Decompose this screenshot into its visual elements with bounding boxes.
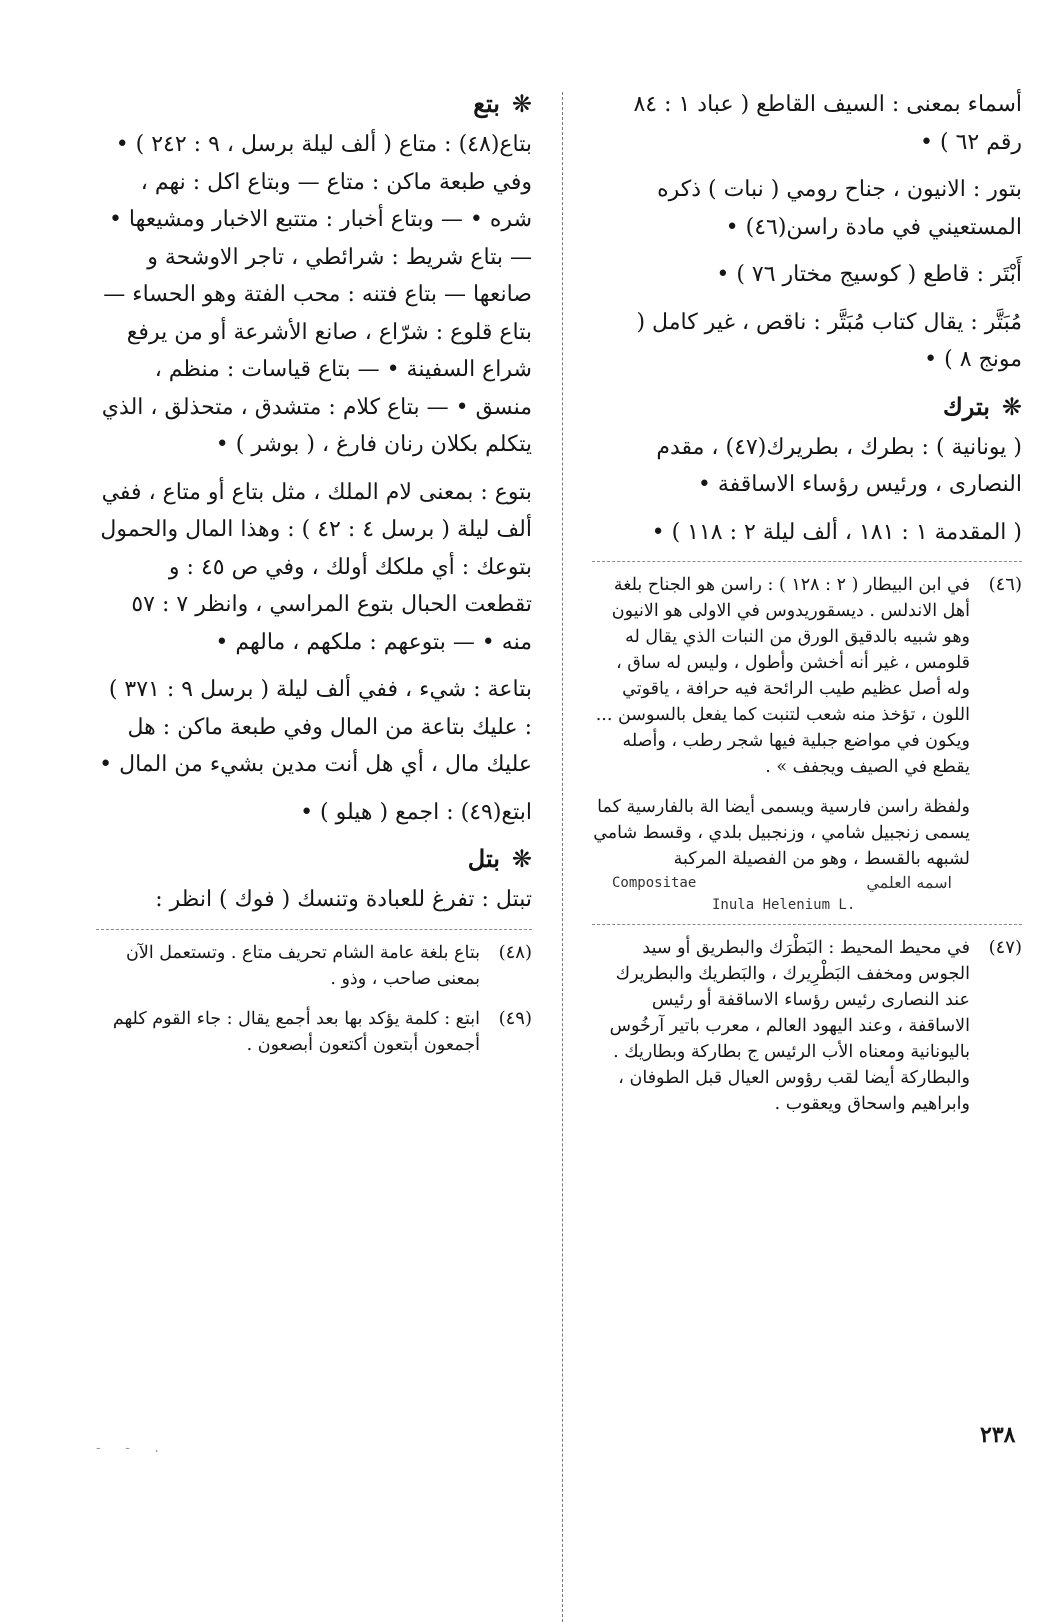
entry-text: بتوع : بمعنى لام الملك ، مثل بتاع أو متاع ، ففي ألف ليلة ( برسل ٤ : ٤٢ ) : وهذا المال والحمول بتوعك : أي ملكك أولك ، وفي ص ٤٥ : و تقطعت الحبال بتوع المراسي ، وانظر ٧ : ٥٧ منه • — بتوعهم : ملكهم ، مالهم • — [100, 479, 532, 655]
entry-text: أَبْتَر : قاطع ( كوسيج مختار ٧٦ ) • — [716, 262, 1022, 287]
entry-text: أسماء بمعنى : السيف القاطع ( عباد ١ : ٨٤ رقم ٦٢ ) • — [633, 92, 1022, 155]
entry-text: بتاعة : شيء ، ففي ألف ليلة ( برسل ٩ : ٣٧١ ) : عليك بتاعة من المال وفي طبعة ماكن : هل عليك مال ، أي هل أنت مدين بشيء من المال • — [99, 677, 532, 777]
entry-text: بتاع(٤٨) : متاع ( ألف ليلة برسل ، ٩ : ٢٤٢ ) • وفي طبعة ماكن : متاع — وبتاع اكل : نهم ، شره • — وبتاع أخبار : متتبع الاخبار ومشيعها • — بتاع شريط : شرائطي ، تاجر الاوشحة و صانعها — بتاع فتنه : محب الفتة وهو الحساء — بتاع قلوع : شرّاع ، صانع الأشرعة أو من يرفع شراع السفينة • — بتاع قياسات : منظم ، منسق • — بتاع كلام : متشدق ، متحذلق ، الذي يتكلم بكلان رنان فارغ ، ( بوشر ) • — [101, 132, 532, 457]
column-divider — [562, 92, 563, 1622]
entry-text: ( المقدمة ١ : ١٨١ ، ألف ليلة ٢ : ١١٨ ) • — [651, 519, 1022, 545]
section-heading-text: بترك — [942, 391, 990, 421]
footnote — [592, 935, 1022, 1117]
page-number: ٢٣٨ — [980, 1422, 1016, 1448]
left-column — [96, 86, 532, 1072]
footnote — [96, 940, 532, 992]
latin-family: Compositae — [612, 875, 697, 891]
footnote — [96, 1006, 532, 1058]
footnote-text: ولفظة راسن فارسية ويسمى أيضا الة بالفارسية كما يسمى زنجبيل شامي ، وزنجبيل بلدي ، وقسط شامي لشبهه بالقسط ، وهو من الفصيلة المركبة — [593, 797, 970, 869]
footnote — [592, 572, 1022, 780]
entry-text: ( يونانية ) : بطرك ، بطريرك(٤٧) ، مقدم النصارى ، ورئيس رؤساء الاساقفة • — [656, 434, 1022, 497]
scan-mark: - - . — [96, 1440, 169, 1456]
footnote-text: في محيط المحيط : البَطْرَك والبطريق أو سيد الجوس ومخفف البَطْرِيرك ، والبَطريك والبطريرك عند النصارى رئيس رؤساء الاساقفة أو رئيس الاساقفة ، وعند اليهود العالم ، معرب باتير آرخُوس باليونانية ومعناه الأب الرئيس ج بطاركة وبطاريك . والبطاركة أيضا لقب رؤوس العيال قبل الطوفان ، وابراهيم واسحاق ويعقوب . — [609, 938, 970, 1114]
section-heading-text: بتل — [467, 844, 500, 873]
footnote-separator — [96, 929, 532, 930]
footnote-text: في ابن البيطار ( ٢ : ١٢٨ ) : راسن هو الجناح بلغة أهل الاندلس . ديسقوريدوس في الاولى هو الانيون وهو شبيه بالدقيق الورق من النبات الذي يقال له قلومس ، غير أنه أخشن وأطول ، وليس له ساق ، وله أصل عظيم طيب الرائحة فيه حرافة ، ياقوتي اللون ، تؤخذ منه شعب لتنبت كما يفعل بالسوسن ... ويكون في مواضع جبلية فيها شجر رطب ، وأصله يقطع في الصيف ويجفف » . — [595, 575, 970, 777]
asterisk-icon: ❋ — [1001, 392, 1022, 421]
footnote-separator — [592, 561, 1022, 562]
section-heading — [96, 841, 532, 877]
section-heading — [592, 389, 1022, 425]
entry-text: مُبَتَّر : يقال كتاب مُبَتَّر : ناقص ، غير كامل ( مونج ٨ ) • — [636, 309, 1022, 372]
footnote-separator — [592, 924, 1022, 925]
footnote-text: ابتع : كلمة يؤكد بها بعد أجمع يقال : جاء القوم كلهم أجمعون أبتعون أكتعون أبصعون . — [112, 1008, 480, 1055]
entry-text: تبتل : تفرغ للعبادة وتنسك ( فوك ) انظر : — [155, 887, 532, 912]
latin-label: اسمه العلمي — [866, 873, 952, 892]
right-column — [592, 86, 1022, 1131]
footnote-number: (٤٩) — [498, 1007, 532, 1029]
asterisk-icon: ❋ — [511, 90, 532, 118]
latin-species: Inula Helenium L. — [712, 897, 856, 913]
asterisk-icon: ❋ — [511, 845, 532, 873]
footnote-number: (٤٨) — [498, 941, 532, 963]
footnote-text: بتاع بلغة عامة الشام تحريف متاع . وتستعمل الآن بمعنى صاحب ، وذو . — [126, 942, 480, 989]
entry-text: بتور : الانيون ، جناح رومي ( نبات ) ذكره المستعيني في مادة راسن(٤٦) • — [657, 177, 1022, 240]
section-heading — [96, 86, 532, 122]
scientific-name-block — [592, 872, 1022, 916]
section-heading-text: بتع — [473, 89, 500, 118]
footnote-number: (٤٧) — [988, 937, 1022, 958]
footnote-number: (٤٦) — [988, 574, 1022, 595]
entry-text: ابتع(٤٩) : اجمع ( هيلو ) • — [300, 799, 532, 825]
